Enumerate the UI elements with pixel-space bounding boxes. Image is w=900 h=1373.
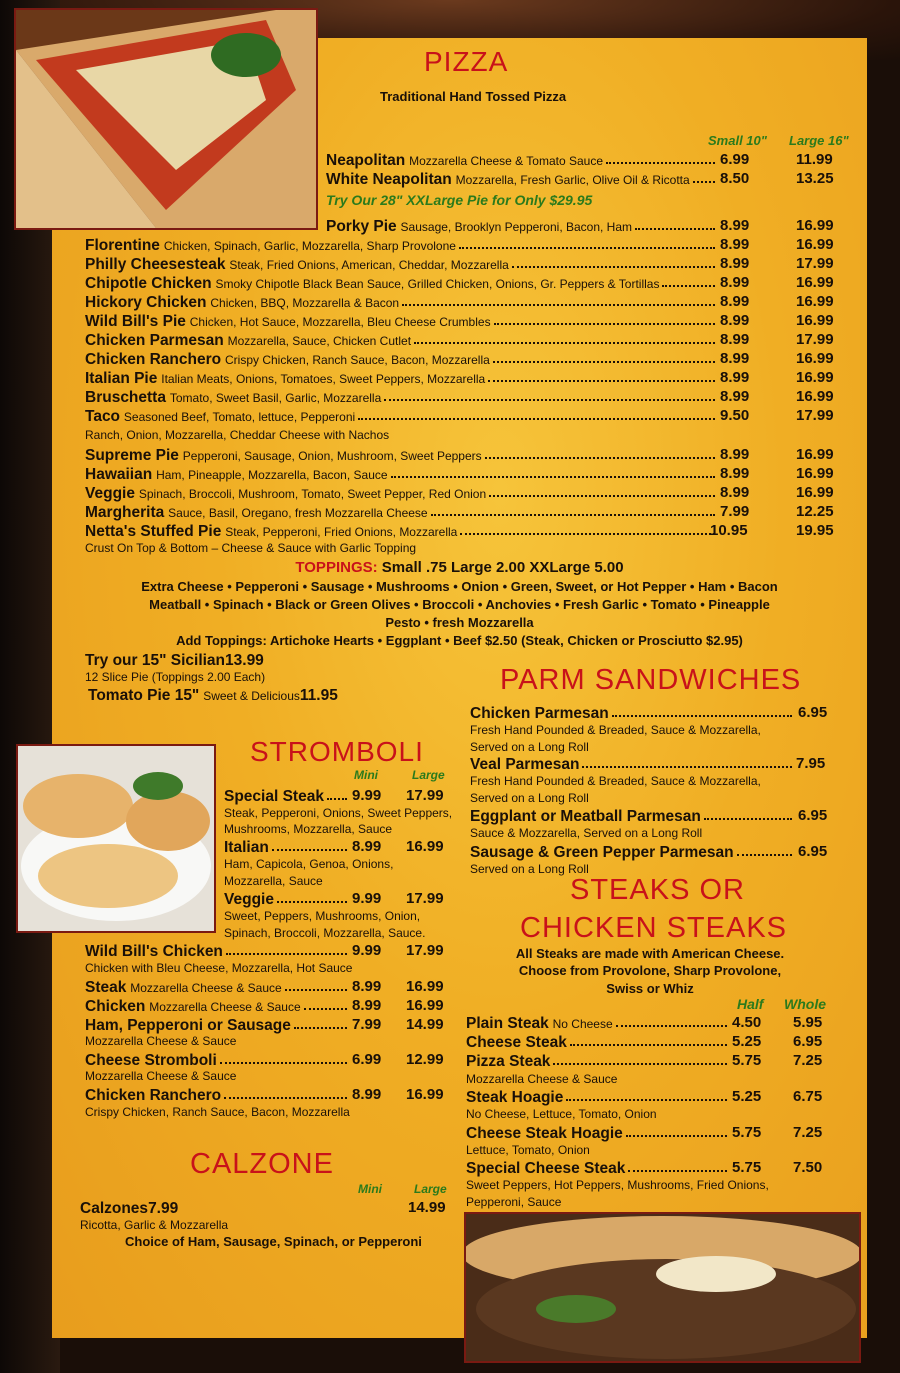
parm-item-row [470, 755, 795, 774]
stromboli-large-price: 12.99 [406, 1051, 444, 1068]
leader-dots [494, 319, 715, 325]
pizza-item-desc: Sausage, Brooklyn Pepperoni, Bacon, Ham [400, 220, 633, 234]
leader-dots [431, 510, 715, 516]
pizza-item-name: Chicken Parmesan [85, 332, 224, 349]
stromboli-item-row [224, 787, 350, 806]
steaks-intro-3: Swiss or Whiz [606, 981, 694, 996]
stromboli-mini-price: 7.99 [352, 1016, 382, 1033]
parm-item-name: Veal Parmesan [470, 756, 580, 773]
pizza-item-row [85, 293, 718, 312]
leader-dots [485, 453, 715, 459]
stromboli-title: STROMBOLI [250, 736, 424, 767]
leader-dots [737, 850, 792, 856]
pizza-item-large-price: 16.99 [796, 217, 834, 234]
pizza-item-small-price: 8.99 [720, 388, 750, 405]
steak-item-name: Pizza Steak [466, 1053, 551, 1070]
steaks-intro-1: All Steaks are made with American Cheese. [515, 946, 785, 961]
pizza-item-large-price: 16.99 [796, 388, 834, 405]
parm-item-note: Served on a Long Roll [470, 791, 589, 805]
pizza-item-row [85, 407, 718, 426]
pizza-item-row [85, 369, 718, 388]
pizza-item-name: Philly Cheesesteak [85, 256, 226, 273]
calzone-col-mini: Mini [358, 1182, 382, 1196]
pizza-subtitle: Traditional Hand Tossed Pizza [380, 89, 567, 104]
pizza-item-row [326, 151, 718, 170]
tomato-pie-desc: Sweet & Delicious [203, 689, 300, 703]
pizza-item-small-price: 6.99 [720, 151, 750, 168]
stromboli-large-price: 16.99 [406, 1086, 444, 1103]
pizza-item-small-price: 8.99 [720, 217, 750, 234]
pizza-item-small-price: 8.99 [720, 274, 750, 291]
steak-half-price: 5.75 [732, 1052, 762, 1069]
steak-half-price: 5.75 [732, 1159, 762, 1176]
leader-dots [704, 814, 792, 820]
calzone-large-price: 14.99 [408, 1199, 446, 1216]
pizza-item-small-price: 8.99 [720, 236, 750, 253]
leader-dots [512, 262, 715, 268]
stromboli-large-price: 14.99 [406, 1016, 444, 1033]
leader-dots [384, 395, 715, 401]
pizza-item-large-price: 16.99 [796, 293, 834, 310]
pizza-item-desc: Chicken, BBQ, Mozzarella & Bacon [210, 296, 400, 310]
pizza-item-large-price: 16.99 [796, 350, 834, 367]
pizza-item-large-price: 16.99 [796, 236, 834, 253]
pizza-item-row [85, 522, 718, 541]
stromboli-item-note: Chicken with Bleu Cheese, Mozzarella, Hot Sauce [85, 961, 353, 975]
stromboli-mini-price: 6.99 [352, 1051, 382, 1068]
steak-item-name: Cheese Steak Hoagie [466, 1125, 623, 1142]
pizza-item-desc: Spinach, Broccoli, Mushroom, Tomato, Sweet Pepper, Red Onion [138, 487, 487, 501]
steaks-col-half: Half [737, 996, 764, 1012]
stromboli-item-name: Wild Bill's Chicken [85, 943, 223, 960]
sicilian-name: Try our 15" Sicilian [85, 652, 226, 669]
stromboli-large-price: 17.99 [406, 890, 444, 907]
steak-item-note: No Cheese, Lettuce, Tomato, Onion [466, 1107, 657, 1121]
leader-dots [606, 158, 715, 164]
leader-dots [489, 491, 715, 497]
pizza-item-large-price: 12.25 [796, 503, 834, 520]
parm-item-price: 6.95 [798, 704, 828, 721]
stromboli-col-mini: Mini [354, 768, 378, 782]
steak-item-row [466, 1088, 730, 1107]
leader-dots [358, 414, 715, 420]
leader-dots [635, 224, 715, 230]
pizza-item-desc: Sauce, Basil, Oregano, fresh Mozzarella Cheese [168, 506, 428, 520]
pizza-item-small-price: 8.99 [720, 293, 750, 310]
pizza-item-name: Wild Bill's Pie [85, 313, 186, 330]
stromboli-mini-price: 8.99 [352, 978, 382, 995]
leader-dots [327, 794, 347, 800]
parm-item-name: Eggplant or Meatball Parmesan [470, 808, 701, 825]
steak-half-price: 5.75 [732, 1124, 762, 1141]
pizza-item-desc: Steak, Fried Onions, American, Cheddar, Mozzarella [229, 258, 509, 272]
steak-whole-price: 6.75 [793, 1088, 823, 1105]
stromboli-mini-price: 8.99 [352, 997, 382, 1014]
pizza-item-small-price: 8.99 [720, 369, 750, 386]
pizza-item-small-price: 7.99 [720, 503, 750, 520]
leader-dots [488, 376, 715, 382]
leader-dots [493, 357, 715, 363]
pizza-item-desc: Steak, Pepperoni, Fried Onions, Mozzarella [225, 525, 458, 539]
leader-dots [626, 1131, 727, 1137]
steaks-title-1: STEAKS OR [570, 874, 745, 906]
pizza-item-name: Hickory Chicken [85, 294, 207, 311]
steaks-title-2: CHICKEN STEAKS [520, 912, 787, 944]
pizza-item-name: White Neapolitan [326, 171, 452, 188]
stromboli-large-price: 16.99 [406, 838, 444, 855]
stromboli-item-name: Cheese Stromboli [85, 1052, 217, 1069]
calzone-choice: Choice of Ham, Sausage, Spinach, or Pepperoni [125, 1234, 422, 1249]
parm-item-note: Fresh Hand Pounded & Breaded, Sauce & Mozzarella, [470, 723, 761, 737]
toppings-line-3: Pesto • fresh Mozzarella [385, 615, 534, 630]
parm-item-note: Served on a Long Roll [470, 740, 589, 754]
stromboli-item-name: Veggie [224, 891, 274, 908]
stromboli-item-name: Special Steak [224, 788, 324, 805]
parm-item-note: Fresh Hand Pounded & Breaded, Sauce & Mozzarella, [470, 774, 761, 788]
stromboli-item-note: Ham, Capicola, Genoa, Onions, [224, 857, 394, 871]
toppings-prices: Small .75 Large 2.00 XXLarge 5.00 [381, 559, 624, 576]
calzone-note: Ricotta, Garlic & Mozzarella [80, 1218, 229, 1232]
leader-dots [294, 1023, 347, 1029]
pizza-item-large-price: 17.99 [796, 255, 834, 272]
leader-dots [220, 1058, 347, 1064]
pizza-item-small-price: 10.95 [710, 522, 748, 539]
steaks-intro-2: Choose from Provolone, Sharp Provolone, [518, 963, 782, 978]
leader-dots [616, 1021, 727, 1027]
leader-dots [566, 1095, 727, 1101]
steak-item-row [466, 1124, 730, 1143]
leader-dots [402, 300, 715, 306]
parm-item-row [470, 843, 795, 862]
pizza-item-large-price: 17.99 [796, 407, 834, 424]
stromboli-item-note: Mozzarella, Sauce [224, 874, 323, 888]
parm-item-row [470, 704, 795, 723]
stromboli-item-note: Mozzarella Cheese & Sauce [85, 1034, 237, 1048]
pizza-item-small-price: 8.99 [720, 331, 750, 348]
pizza-item-row [85, 274, 718, 293]
stromboli-large-price: 16.99 [406, 997, 444, 1014]
stromboli-item-row [85, 978, 350, 997]
stromboli-item-name: Chicken [85, 998, 146, 1015]
steak-item-row [466, 1014, 730, 1033]
pizza-item-large-price: 19.95 [796, 522, 834, 539]
pizza-item-large-price: 13.25 [796, 170, 834, 187]
stromboli-col-large: Large [412, 768, 445, 782]
pizza-item-desc: Mozzarella, Fresh Garlic, Olive Oil & Ricotta [455, 173, 690, 187]
pizza-item-small-price: 8.99 [720, 484, 750, 501]
pizza-item-name: Neapolitan [326, 152, 406, 169]
pizza-item-row [85, 388, 718, 407]
stromboli-item-row [85, 1086, 350, 1105]
pizza-item-small-price: 9.50 [720, 407, 750, 424]
leader-dots [662, 281, 715, 287]
steak-whole-price: 7.25 [793, 1124, 823, 1141]
stromboli-item-row [224, 838, 350, 857]
stromboli-large-price: 17.99 [406, 787, 444, 804]
pizza-item-name: Porky Pie [326, 218, 397, 235]
leader-dots [612, 711, 792, 717]
pizza-item-row [85, 236, 718, 255]
stromboli-item-name: Chicken Ranchero [85, 1087, 222, 1104]
toppings-line-1: Extra Cheese • Pepperoni • Sausage • Mushrooms • Onion • Green, Sweet, or Hot Pepper • Ham • Bacon [141, 579, 778, 594]
pizza-item-row [326, 217, 718, 236]
pizza-item-large-price: 16.99 [796, 484, 834, 501]
stromboli-mini-price: 9.99 [352, 890, 382, 907]
pizza-item-name: Chipotle Chicken [85, 275, 212, 292]
pizza-item-name: Veggie [85, 485, 135, 502]
calzone-name: Calzones [80, 1200, 149, 1217]
steak-item-row [466, 1052, 730, 1071]
stromboli-mini-price: 9.99 [352, 942, 382, 959]
cheesesteak-photo [464, 1212, 861, 1363]
steak-whole-price: 5.95 [793, 1014, 823, 1031]
pizza-item-name: Supreme Pie [85, 447, 179, 464]
pizza-slice-photo [14, 8, 318, 230]
parm-item-note: Served on a Long Roll [470, 862, 589, 876]
stromboli-mini-price: 9.99 [352, 787, 382, 804]
stromboli-large-price: 16.99 [406, 978, 444, 995]
steak-half-price: 5.25 [732, 1088, 762, 1105]
pizza-item-small-price: 8.99 [720, 255, 750, 272]
stromboli-item-name: Ham, Pepperoni or Sausage [85, 1017, 291, 1034]
pizza-item-row [85, 255, 718, 274]
pizza-item-row [85, 312, 718, 331]
pizza-item-name: Taco [85, 408, 121, 425]
leader-dots [459, 243, 715, 249]
stromboli-item-name: Italian [224, 839, 269, 856]
pizza-item-small-price: 8.99 [720, 465, 750, 482]
pizza-item-desc: Smoky Chipotle Black Bean Sauce, Grilled Chicken, Onions, Gr. Peppers & Tortillas [215, 277, 660, 291]
stromboli-item-row [224, 890, 350, 909]
sicilian-price: 13.99 [225, 652, 264, 669]
stromboli-photo [16, 744, 216, 933]
steak-item-note: Lettuce, Tomato, Onion [466, 1143, 590, 1157]
steaks-col-whole: Whole [784, 996, 826, 1012]
steak-item-name: Steak Hoagie [466, 1089, 564, 1106]
pizza-item-row [85, 446, 718, 465]
pizza-item-desc: Tomato, Sweet Basil, Garlic, Mozzarella [169, 391, 382, 405]
pizza-item-name: Margherita [85, 504, 165, 521]
xxlarge-promo: Try Our 28" XXLarge Pie for Only $29.95 [326, 192, 593, 208]
pizza-item-large-price: 16.99 [796, 465, 834, 482]
leader-dots [304, 1004, 347, 1010]
stromboli-item-note: Mushrooms, Mozzarella, Sauce [224, 822, 393, 836]
stromboli-mini-price: 8.99 [352, 1086, 382, 1103]
leader-dots [553, 1059, 727, 1065]
leader-dots [277, 897, 347, 903]
stromboli-item-name: Steak [85, 979, 127, 996]
leader-dots [460, 529, 715, 535]
calzone-col-large: Large [414, 1182, 447, 1196]
calzone-title: CALZONE [190, 1148, 334, 1180]
pizza-item-row [85, 350, 718, 369]
leader-dots [414, 338, 715, 344]
leader-dots [582, 762, 792, 768]
steak-item-name: Plain Steak [466, 1015, 549, 1032]
parm-item-row [470, 807, 795, 826]
steak-item-note: Pepperoni, Sauce [466, 1195, 562, 1209]
leader-dots [224, 1093, 347, 1099]
pizza-item-large-price: 16.99 [796, 312, 834, 329]
pizza-item-desc: Chicken, Spinach, Garlic, Mozzarella, Sharp Provolone [163, 239, 456, 253]
stromboli-item-note: Crispy Chicken, Ranch Sauce, Bacon, Mozzarella [85, 1105, 350, 1119]
pizza-item-row [326, 170, 718, 189]
pizza-item-large-price: 16.99 [796, 274, 834, 291]
steak-item-name: Cheese Steak [466, 1034, 567, 1051]
pizza-item-desc: Italian Meats, Onions, Tomatoes, Sweet Peppers, Mozzarella [161, 372, 486, 386]
col-small-label: Small 10" [708, 133, 767, 148]
stromboli-item-desc: Mozzarella Cheese & Sauce [130, 981, 282, 995]
pizza-item-row [85, 484, 718, 503]
stromboli-item-row [85, 997, 350, 1016]
toppings-header [52, 559, 867, 576]
steak-item-row [466, 1159, 730, 1178]
leader-dots [226, 949, 347, 955]
steak-item-desc: No Cheese [552, 1017, 613, 1031]
pizza-item-small-price: 8.99 [720, 350, 750, 367]
stromboli-item-note: Sweet, Peppers, Mushrooms, Onion, [224, 909, 421, 923]
pizza-item-name: Bruschetta [85, 389, 166, 406]
pizza-item-name: Italian Pie [85, 370, 158, 387]
pizza-item-desc: Crispy Chicken, Ranch Sauce, Bacon, Mozzarella [225, 353, 490, 367]
pizza-item-name: Netta's Stuffed Pie [85, 523, 222, 540]
pizza-item-large-price: 16.99 [796, 369, 834, 386]
tomato-pie-price: 11.95 [299, 687, 338, 704]
parm-title: PARM SANDWICHES [500, 664, 802, 696]
steak-half-price: 4.50 [732, 1014, 762, 1031]
toppings-label: TOPPINGS: [295, 559, 378, 576]
pizza-item-name: Florentine [85, 237, 160, 254]
parm-item-name: Sausage & Green Pepper Parmesan [470, 844, 734, 861]
steak-whole-price: 6.95 [793, 1033, 823, 1050]
parm-item-price: 6.95 [798, 807, 828, 824]
parm-item-price: 6.95 [798, 843, 828, 860]
leader-dots [693, 177, 715, 183]
steak-half-price: 5.25 [732, 1033, 762, 1050]
pizza-item-name: Chicken Ranchero [85, 351, 222, 368]
stromboli-large-price: 17.99 [406, 942, 444, 959]
stromboli-item-row [85, 942, 350, 961]
leader-dots [570, 1040, 727, 1046]
pizza-item-small-price: 8.99 [720, 312, 750, 329]
parm-item-price: 7.95 [796, 755, 826, 772]
stromboli-item-note: Mozzarella Cheese & Sauce [85, 1069, 237, 1083]
pizza-item-name: Hawaiian [85, 466, 153, 483]
stromboli-item-desc: Mozzarella Cheese & Sauce [149, 1000, 301, 1014]
tomato-pie-row [88, 686, 338, 705]
pizza-item-row [85, 503, 718, 522]
pizza-item-desc: Seasoned Beef, Tomato, lettuce, Pepperoni [123, 410, 356, 424]
sicilian-note: 12 Slice Pie (Toppings 2.00 Each) [85, 670, 266, 684]
toppings-line-2: Meatball • Spinach • Black or Green Olives • Broccoli • Anchovies • Fresh Garlic • Tomato • Pineapple [149, 597, 770, 612]
pizza-item-row [85, 331, 718, 350]
pizza-item-desc: Pepperoni, Sausage, Onion, Mushroom, Sweet Peppers [182, 449, 482, 463]
netta-note: Crust On Top & Bottom – Cheese & Sauce with Garlic Topping [85, 541, 417, 555]
calzone-row [80, 1199, 178, 1218]
leader-dots [272, 845, 347, 851]
steak-whole-price: 7.50 [793, 1159, 823, 1176]
steak-item-row [466, 1033, 730, 1052]
steak-whole-price: 7.25 [793, 1052, 823, 1069]
calzone-mini-price: 7.99 [148, 1200, 179, 1217]
sicilian-row [85, 651, 264, 670]
pizza-item-desc: Mozzarella, Sauce, Chicken Cutlet [227, 334, 412, 348]
pizza-item-large-price: 16.99 [796, 446, 834, 463]
pizza-item-small-price: 8.99 [720, 446, 750, 463]
pizza-item-row [85, 465, 718, 484]
col-large-label: Large 16" [789, 133, 849, 148]
parm-item-name: Chicken Parmesan [470, 705, 609, 722]
toppings-line-4: Add Toppings: Artichoke Hearts • Eggplant • Beef $2.50 (Steak, Chicken or Prosciutto $2.95) [176, 633, 743, 648]
steak-item-note: Mozzarella Cheese & Sauce [466, 1072, 618, 1086]
taco-note: Ranch, Onion, Mozzarella, Cheddar Cheese with Nachos [85, 428, 390, 442]
stromboli-mini-price: 8.99 [352, 838, 382, 855]
leader-dots [628, 1166, 727, 1172]
pizza-item-desc: Mozzarella Cheese & Tomato Sauce [409, 154, 604, 168]
pizza-item-large-price: 11.99 [796, 151, 833, 168]
stromboli-item-note: Steak, Pepperoni, Onions, Sweet Peppers, [224, 806, 453, 820]
leader-dots [391, 472, 715, 478]
leader-dots [285, 985, 347, 991]
pizza-item-small-price: 8.50 [720, 170, 750, 187]
pizza-title: PIZZA [424, 46, 509, 77]
stromboli-item-note: Spinach, Broccoli, Mozzarella, Sauce. [224, 926, 426, 940]
parm-item-note: Sauce & Mozzarella, Served on a Long Roll [470, 826, 703, 840]
tomato-pie-name: Tomato Pie 15" [88, 687, 200, 704]
steak-item-name: Special Cheese Steak [466, 1160, 626, 1177]
steak-item-note: Sweet Peppers, Hot Peppers, Mushrooms, Fried Onions, [466, 1178, 769, 1192]
pizza-item-desc: Ham, Pineapple, Mozzarella, Bacon, Sauce [156, 468, 388, 482]
pizza-item-large-price: 17.99 [796, 331, 834, 348]
pizza-item-desc: Chicken, Hot Sauce, Mozzarella, Bleu Cheese Crumbles [189, 315, 491, 329]
